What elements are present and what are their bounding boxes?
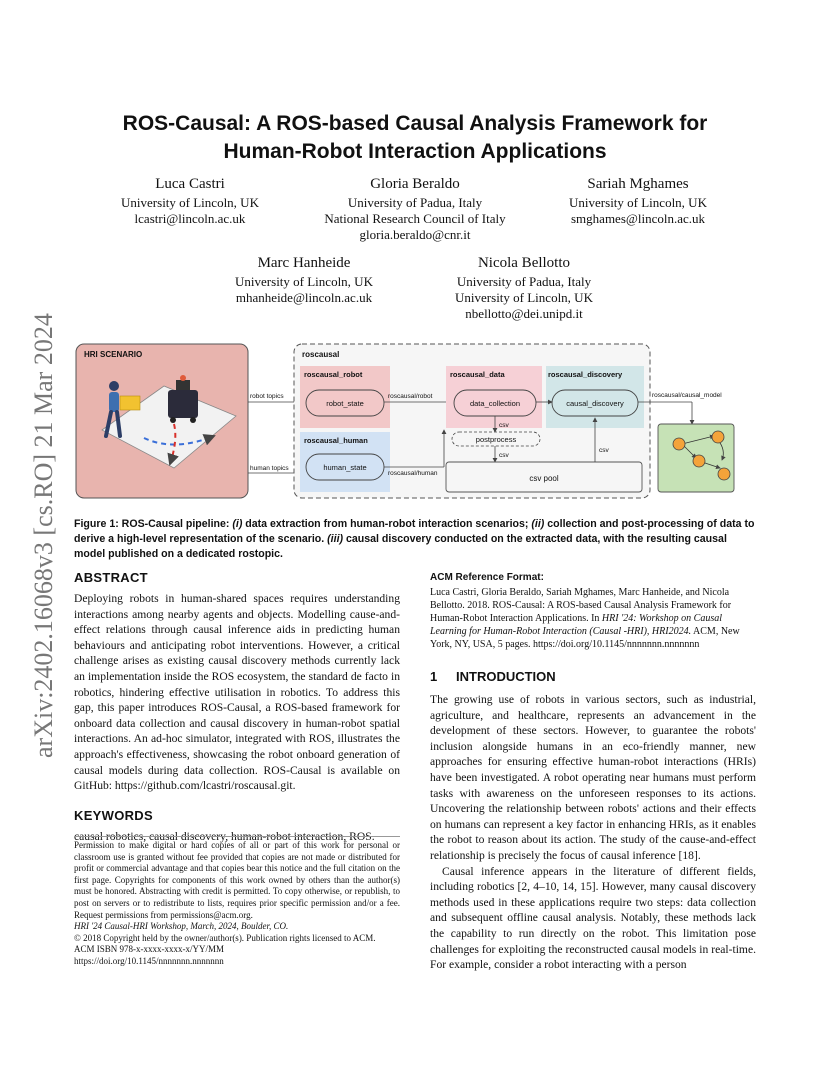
topic-human-label: roscausal/human	[388, 470, 438, 477]
acm-ref-part-2: ACM, New York, NY, USA, 5 pages. https://doi.org/10.1145/nnnnnnn.nnnnnnn	[430, 626, 740, 650]
section-title: INTRODUCTION	[456, 669, 556, 684]
title-line-1: ROS-Causal: A ROS-based Causal Analysis Framework for	[122, 112, 708, 135]
author-name: Marc Hanheide	[257, 255, 351, 271]
introduction-heading	[430, 669, 756, 684]
author-3	[548, 175, 728, 227]
acm-ref-part-1: Luca Castri, Gloria Beraldo, Sariah Mghames, Marc Hanheide, and Nicola Bellotto. 2018. ROS-Causal: A ROS-based Causal Analysis Framework for Human-Robot Interaction Applications. In	[430, 587, 732, 624]
arxiv-stamp	[14, 280, 66, 770]
hri-scenario-label: HRI SCENARIO	[84, 350, 143, 359]
author-affiliation: University of Lincoln, UK	[235, 274, 373, 289]
author-affiliation: University of Lincoln, UK	[455, 290, 593, 305]
roscausal-human-box	[300, 432, 390, 492]
arxiv-id: arXiv:2402.16068v3 [cs.RO] 21 Mar 2024	[29, 313, 58, 758]
author-affiliation: University of Padua, Italy	[347, 195, 483, 210]
acm-reference-text	[430, 586, 756, 651]
isbn-line: ACM ISBN 978-x-xxxx-xxxx-x/YY/MM	[74, 944, 225, 955]
postprocess-node	[452, 432, 540, 446]
author-name: Sariah Mghames	[587, 176, 689, 192]
author-name: Nicola Bellotto	[477, 255, 571, 271]
author-name: Gloria Beraldo	[370, 176, 460, 192]
author-4	[214, 254, 394, 306]
copyright-line: © 2018 Copyright held by the owner/author(s). Publication rights licensed to ACM.	[74, 932, 376, 943]
caption-iii: (iii)	[327, 533, 344, 545]
author-email: smghames@lincoln.ac.uk	[571, 211, 705, 226]
csv-label-1: csv	[499, 422, 509, 429]
author-affiliation: University of Padua, Italy	[456, 274, 592, 289]
author-name: Luca Castri	[155, 176, 225, 192]
csv-pool-label: csv pool	[529, 474, 559, 483]
keywords-heading: KEYWORDS	[74, 807, 153, 823]
author-email: lcastri@lincoln.ac.uk	[134, 211, 246, 226]
right-column	[430, 572, 756, 973]
permission-block	[74, 836, 400, 968]
roscausal-discovery-label: roscausal_discovery	[548, 370, 623, 379]
topic-robot-label: roscausal/robot	[388, 393, 433, 400]
figure-1	[74, 340, 758, 500]
human-state-node: human_state	[323, 463, 367, 472]
roscausal-robot-box	[300, 366, 390, 428]
permission-text: Permission to make digital or hard copies of all or part of this work for personal or classroom use is granted without fee provided that copies are not made or distributed for profit or commercial advantage and that copies bear this notice and the full citation on the first page. Copyrights for components of this work owned by others than the author(s) must be honored. Abstracting with credit is permitted. To copy otherwise, or republish, to post on servers or to redistribute to lists, requires prior specific permission and/or a fee. Request permissions from permissions@acm.org.	[74, 840, 400, 920]
hri-scenario-panel	[76, 344, 248, 498]
csv-label-2: csv	[499, 452, 509, 459]
causal-discovery-node: causal_discovery	[566, 399, 624, 408]
robot-topics-label: robot topics	[250, 393, 284, 400]
section-number: 1	[430, 669, 438, 684]
roscausal-data-label: roscausal_data	[450, 370, 505, 379]
keywords-text: causal robotics, causal discovery, human-robot interaction, ROS.	[74, 829, 375, 843]
author-email: nbellotto@dei.unipd.it	[465, 306, 583, 321]
author-affiliation: National Research Council of Italy	[324, 211, 506, 226]
author-email: mhanheide@lincoln.ac.uk	[235, 290, 373, 305]
roscausal-data-box	[446, 366, 542, 428]
roscausal-label: roscausal	[302, 350, 340, 359]
human-topics-label: human topics	[250, 465, 289, 472]
caption-ii: (ii)	[531, 518, 545, 530]
data-collection-node: data_collection	[469, 399, 521, 408]
acm-ref-venue: HRI '24: Workshop on Causal Learning for Human-Robot Interaction (Causal -HRI), HRI2024.	[430, 613, 723, 637]
caption-text-3: causal discovery conducted on the extracted data, with the resulting causal model published on a dedicated rostopic.	[74, 533, 727, 560]
caption-lead: Figure 1: ROS-Causal pipeline:	[74, 518, 233, 530]
abstract-text: Deploying robots in human-shared spaces requires understanding interactions among nearby agents and objects. Modelling cause-and-effect relations through causal inference aids in predicting human behaviours and anticipating robot interventions. However, a critical challenge arises as existing causal discovery methods currently lack an implementation inside the ROS ecosystem, the standard de facto in robotics, hindering effective utilisation in robotics. To address this gap, this paper introduces ROS-Causal, a ROS-based framework for onboard data collection and causal discovery in human-robot spatial interactions. An ad-hoc simulator, integrated with ROS, illustrates the approach's effectiveness, showcasing the robot onboard generation of causal models during data collection. ROS-Causal is available on GitHub: https://github.com/lcastri/roscausal.git.	[74, 592, 400, 793]
topic-model-label: roscausal/causal_model	[652, 392, 722, 399]
intro-paragraph-1: The growing use of robots in various sectors, such as industrial, agriculture, and healthcare, represents an advancement in the development of these sectors. However, to guarantee the robots' inclusion alongside humans in an eco-friendly manner, new approaches for ensuring effective human-robot interactions (HRIs) have been investigated. A robot operating near humans must perform tasks with awareness on the unforeseen responses to its actions. Uncovering the relationship between robots' actions and their effects on humans can represent a key factor in enhancing HRIs, as it enables the robot to reason about its action. The study of the cause-and-effect relationship is precisely the focus of causal inference [18].	[430, 693, 756, 862]
causal-model-panel	[658, 424, 734, 492]
roscausal-human-label: roscausal_human	[304, 436, 368, 445]
author-affiliation: University of Lincoln, UK	[569, 195, 707, 210]
paper-title	[70, 110, 760, 166]
intro-paragraph-2: Causal inference appears in the literature of different fields, including robotics [2, 4–10, 14, 15]. However, many causal discovery methods used in these applications require two steps: data collection and subsequent offline causal analysis. Notably, these methods lack the capability to run directly on the robot. This limitation pose challenges for exploiting the reconstructed causal models in real-time. For example, consider a robot interacting with a person	[430, 864, 756, 972]
caption-i: (i)	[232, 518, 243, 530]
roscausal-robot-label: roscausal_robot	[304, 370, 363, 379]
caption-text-1: data extraction from human-robot interaction scenarios;	[242, 518, 532, 530]
author-affiliation: University of Lincoln, UK	[121, 195, 259, 210]
author-2	[300, 175, 530, 243]
acm-reference-heading: ACM Reference Format:	[430, 572, 544, 583]
csv-pool-box	[446, 462, 642, 492]
abstract-heading: ABSTRACT	[74, 570, 148, 585]
doi-line: https://doi.org/10.1145/nnnnnnn.nnnnnnn	[74, 955, 224, 966]
left-column	[74, 570, 400, 844]
figure-caption	[74, 517, 758, 562]
author-1	[100, 175, 280, 227]
csv-label-3: csv	[599, 447, 609, 454]
caption-text-2: collection and post-processing of data to derive a high-level representation of the scenario.	[74, 518, 755, 545]
author-email: gloria.beraldo@cnr.it	[359, 227, 471, 242]
venue-line: HRI '24 Causal-HRI Workshop, March, 2024, Boulder, CO.	[74, 921, 289, 932]
author-5	[434, 254, 614, 322]
postprocess-label: postprocess	[475, 435, 517, 444]
title-line-2: Human-Robot Interaction Applications	[223, 140, 607, 163]
robot-state-node: robot_state	[326, 399, 364, 408]
